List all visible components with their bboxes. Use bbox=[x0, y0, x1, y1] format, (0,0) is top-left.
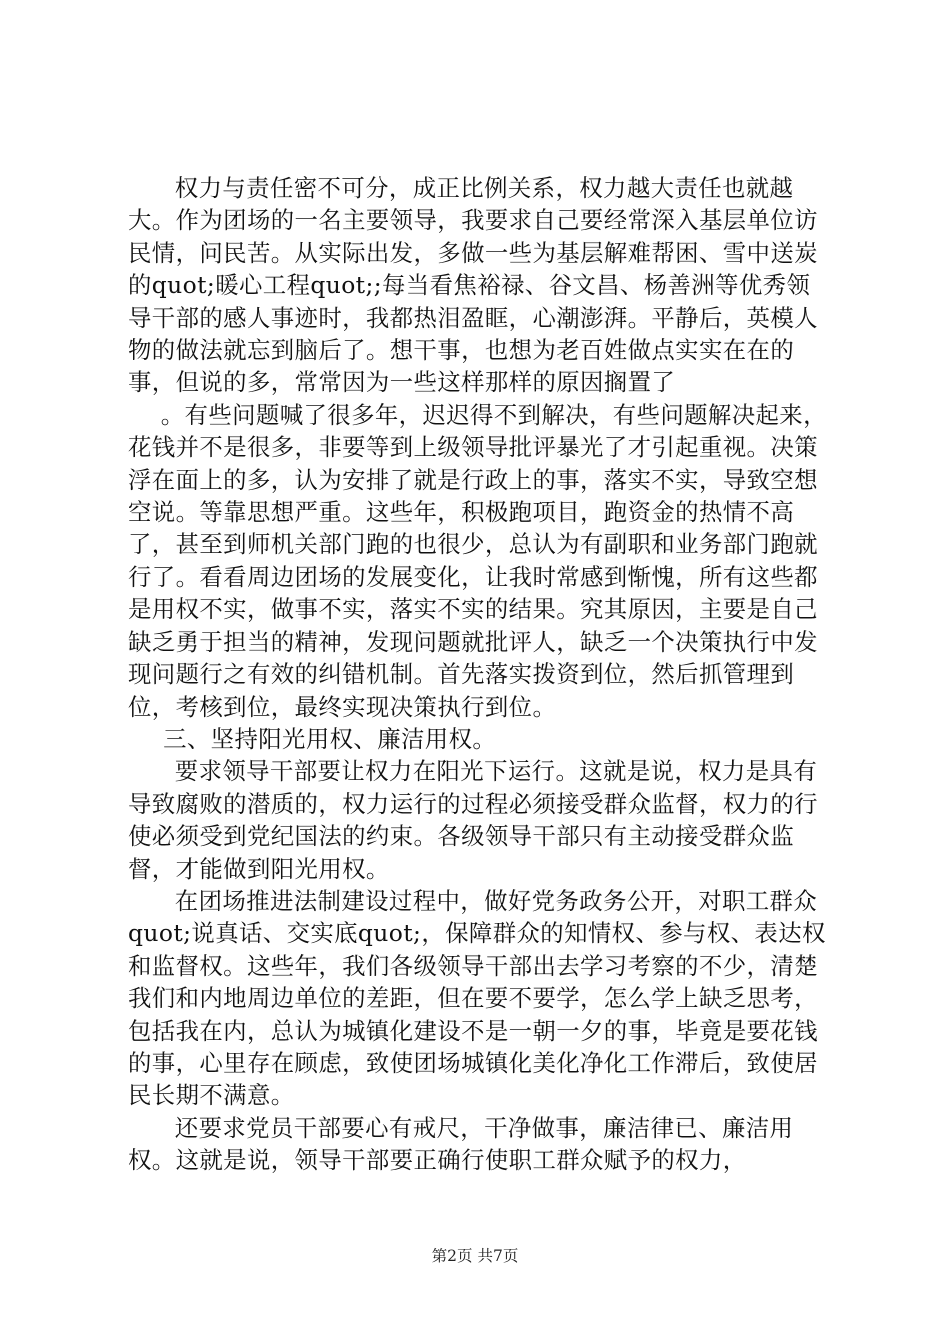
paragraph-2: 。有些问题喊了很多年，迟迟得不到解决，有些问题解决起来，花钱并不是很多，非要等到上级领导批评暴光了才引起重视。决策浮在面上的多，认为安排了就是行政上的事，落实不实，导致空想空说。等靠思想严重。这些年，积极跑项目，跑资金的热情不高了，甚至到师机关部门跑的也很少，总认为有副职和业务部门跑就行了。看看周边团场的发展变化，让我时常感到惭愧，所有这些都是用权不实，做事不实，落实不实的结果。究其原因，主要是自己缺乏勇于担当的精神，发现问题就批评人，缺乏一个决策执行中发现问题行之有效的纠错机制。首先落实拨资到位，然后抓管理到位，考核到位，最终实现决策执行到位。 bbox=[128, 400, 827, 721]
paragraph-1: 权力与责任密不可分，成正比例关系，权力越大责任也就越大。作为团场的一名主要领导，我要求自己要经常深入基层单位访民情，问民苦。从实际出发，多做一些为基层解难帮困、雪中送炭的quot;暖心工程quot;;每当看焦裕禄、谷文昌、杨善洲等优秀领导干部的感人事迹时，我都热泪盈眶，心潮澎湃。平静后，英模人物的做法就忘到脑后了。想干事，也想为老百姓做点实实在在的事，但说的多，常常因为一些这样那样的原因搁置了 bbox=[128, 174, 818, 397]
page-number-footer: 第2页 共7页 bbox=[431, 1247, 519, 1265]
paragraph-6: 还要求党员干部要心有戒尺，干净做事，廉洁律已、廉洁用权。这就是说，领导干部要正确行使职工群众赋予的权力， bbox=[128, 1113, 794, 1175]
paragraph-4: 要求领导干部要让权力在阳光下运行。这就是说，权力是具有导致腐败的潜质的，权力运行的过程必须接受群众监督，权力的行使必须受到党纪国法的约束。各级领导干部只有主动接受群众监督，才能做到阳光用权。 bbox=[128, 757, 818, 883]
document-body bbox=[128, 172, 832, 1177]
paragraph-5: 在团场推进法制建设过程中，做好党务政务公开，对职工群众quot;说真话、交实底quot;，保障群众的知情权、参与权、表达权和监督权。这些年，我们各级领导干部出去学习考察的不少，清楚我们和内地周边单位的差距，但在要不要学，怎么学上缺乏思考，包括我在内，总认为城镇化建设不是一朝一夕的事，毕竟是要花钱的事，心里存在顾虑，致使团场城镇化美化净化工作滞后，致使居民长期不满意。 bbox=[128, 886, 826, 1110]
section-heading: 三、坚持阳光用权、廉洁用权。 bbox=[163, 724, 497, 753]
